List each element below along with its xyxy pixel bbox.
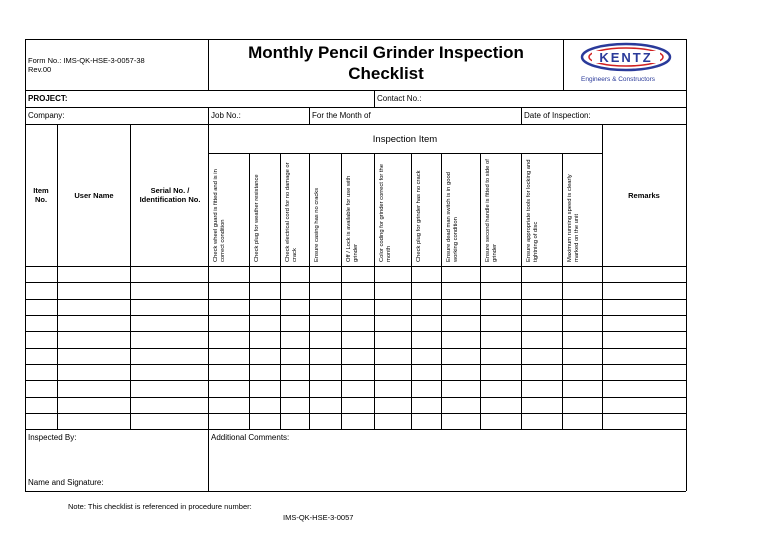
item-column-divider xyxy=(280,153,281,429)
inspection-item-header-8: Ensure dead man switch is in good working condition xyxy=(446,172,459,262)
inspection-item-header: Inspection Item xyxy=(372,134,438,145)
inspection-item-header-3: Check electrical cord for no damage or crack xyxy=(285,162,298,262)
contact-no-label: Contact No.: xyxy=(377,94,422,103)
inspected-by-label: Inspected By: xyxy=(28,433,77,442)
inspection-item-header-2: Check plug for weather resistance xyxy=(254,174,260,262)
table-row-divider xyxy=(25,299,686,300)
item-column-divider xyxy=(441,153,442,429)
item-column-divider xyxy=(309,153,310,429)
additional-comments-label: Additional Comments: xyxy=(211,433,290,442)
inspection-item-header-9: Ensure second handle is fitted to side of grinder xyxy=(485,159,498,262)
procedure-number: IMS-QK-HSE-3-0057 xyxy=(283,513,354,522)
col-user-name: User Name xyxy=(74,191,114,200)
table-row-divider xyxy=(25,397,686,398)
table-row-divider xyxy=(25,413,686,414)
table-row-divider xyxy=(25,315,686,316)
form-number: Form No.: IMS-QK-HSE-3-0057-38 xyxy=(28,56,145,65)
table-row-divider xyxy=(25,348,686,349)
inspection-item-header-11: Maximum running speed is clearly marked on the unit xyxy=(567,174,580,262)
title-line-1: Monthly Pencil Grinder Inspection xyxy=(248,43,524,62)
logo-tagline: Engineers & Constructors xyxy=(581,76,656,83)
table-row-divider xyxy=(25,282,686,283)
note-text: Note: This checklist is referenced in procedure number: xyxy=(68,502,252,511)
item-column-divider xyxy=(374,153,375,429)
inspection-item-header-7: Check plug for grinder has no crack xyxy=(416,170,422,262)
inspection-item-header-1: Check wheel guard is fitted and is in correct condition xyxy=(213,169,226,262)
table-row-divider xyxy=(25,364,686,365)
col-serial: Serial No. / Identification No. xyxy=(139,186,201,204)
inspection-item-header-4: Ensure casing has no cracks xyxy=(314,187,320,262)
inspection-item-header-5: Off / Lock is available for use with grinder xyxy=(346,175,359,262)
item-column-divider xyxy=(562,153,563,429)
col-remarks: Remarks xyxy=(628,191,660,200)
item-column-divider xyxy=(411,153,412,429)
item-column-divider xyxy=(341,153,342,429)
inspection-item-header-10: Ensure appropriate tools for locking and tightning of disc xyxy=(526,159,539,262)
revision: Rev.00 xyxy=(28,65,52,74)
svg-text:KENTZ: KENTZ xyxy=(599,50,653,65)
item-column-divider xyxy=(480,153,481,429)
kentz-logo xyxy=(570,41,682,87)
inspection-item-header-6: Color coding for grinder correct for the month xyxy=(379,164,392,262)
job-no-label: Job No.: xyxy=(211,111,241,120)
project-label: PROJECT: xyxy=(28,94,68,103)
month-label: For the Month of xyxy=(312,111,371,120)
date-of-inspection-label: Date of Inspection: xyxy=(524,111,591,120)
page-title xyxy=(210,42,562,84)
table-row-divider xyxy=(25,380,686,381)
item-column-divider xyxy=(521,153,522,429)
company-label: Company: xyxy=(28,111,65,120)
name-and-signature-label: Name and Signature: xyxy=(28,478,104,487)
title-line-2: Checklist xyxy=(348,64,424,83)
table-row-divider xyxy=(25,331,686,332)
col-item-no: Item No. xyxy=(33,186,49,204)
item-column-divider xyxy=(249,153,250,429)
